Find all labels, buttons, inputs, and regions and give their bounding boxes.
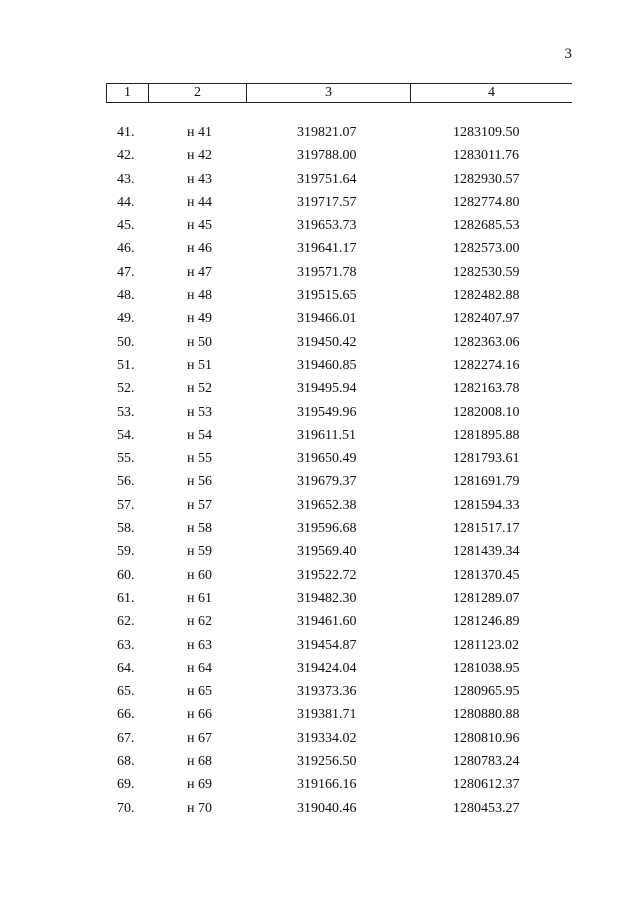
table-row bbox=[0, 240, 640, 263]
y-coordinate: 1280612.37 bbox=[453, 777, 520, 793]
x-coordinate: 319652.38 bbox=[297, 497, 357, 513]
x-coordinate: 319821.07 bbox=[297, 125, 357, 140]
coordinate-table-body bbox=[0, 124, 640, 823]
point-name: н 47 bbox=[187, 264, 212, 280]
point-name: н 41 bbox=[187, 125, 212, 140]
point-name: н 53 bbox=[187, 404, 212, 420]
row-number: 68. bbox=[117, 754, 135, 770]
row-number: 52. bbox=[117, 381, 135, 397]
row-number: 44. bbox=[117, 194, 135, 210]
table-row bbox=[0, 497, 640, 520]
x-coordinate: 319549.96 bbox=[297, 404, 357, 420]
point-name: н 51 bbox=[187, 357, 212, 373]
point-name: н 66 bbox=[187, 707, 212, 723]
row-number: 63. bbox=[117, 637, 135, 653]
x-coordinate: 319571.78 bbox=[297, 264, 357, 280]
point-name: н 69 bbox=[187, 777, 212, 793]
x-coordinate: 319256.50 bbox=[297, 754, 357, 770]
point-name: н 61 bbox=[187, 590, 212, 606]
point-name: н 50 bbox=[187, 334, 212, 350]
y-coordinate: 1281123.02 bbox=[453, 637, 519, 653]
point-name: н 68 bbox=[187, 754, 212, 770]
header-col-3: 3 bbox=[247, 84, 411, 102]
table-header bbox=[106, 83, 572, 103]
x-coordinate: 319717.57 bbox=[297, 194, 357, 210]
y-coordinate: 1283011.76 bbox=[453, 148, 519, 164]
table-row bbox=[0, 567, 640, 590]
table-row bbox=[0, 334, 640, 357]
point-name: н 52 bbox=[187, 381, 212, 397]
table-row bbox=[0, 473, 640, 496]
row-number: 56. bbox=[117, 474, 135, 490]
table-row bbox=[0, 706, 640, 729]
point-name: н 54 bbox=[187, 427, 212, 443]
row-number: 45. bbox=[117, 218, 135, 234]
row-number: 58. bbox=[117, 521, 135, 537]
point-name: н 44 bbox=[187, 194, 212, 210]
table-row bbox=[0, 543, 640, 566]
table-row bbox=[0, 194, 640, 217]
row-number: 50. bbox=[117, 334, 135, 350]
row-number: 60. bbox=[117, 567, 135, 583]
table-row bbox=[0, 217, 640, 240]
point-name: н 56 bbox=[187, 474, 212, 490]
x-coordinate: 319641.17 bbox=[297, 241, 357, 257]
x-coordinate: 319334.02 bbox=[297, 730, 357, 746]
table-row bbox=[0, 660, 640, 683]
x-coordinate: 319515.65 bbox=[297, 288, 357, 304]
point-name: н 46 bbox=[187, 241, 212, 257]
x-coordinate: 319596.68 bbox=[297, 521, 357, 537]
table-row bbox=[0, 753, 640, 776]
x-coordinate: 319466.01 bbox=[297, 311, 357, 327]
table-row bbox=[0, 357, 640, 380]
row-number: 54. bbox=[117, 427, 135, 443]
x-coordinate: 319788.00 bbox=[297, 148, 357, 164]
table-row bbox=[0, 730, 640, 753]
table-row bbox=[0, 287, 640, 310]
x-coordinate: 319569.40 bbox=[297, 544, 357, 560]
row-number: 53. bbox=[117, 404, 135, 420]
point-name: н 67 bbox=[187, 730, 212, 746]
row-number: 51. bbox=[117, 357, 135, 373]
x-coordinate: 319040.46 bbox=[297, 800, 357, 816]
y-coordinate: 1280880.88 bbox=[453, 707, 520, 723]
y-coordinate: 1282930.57 bbox=[453, 171, 520, 187]
x-coordinate: 319461.60 bbox=[297, 614, 357, 630]
row-number: 42. bbox=[117, 148, 135, 164]
x-coordinate: 319381.71 bbox=[297, 707, 357, 723]
point-name: н 43 bbox=[187, 171, 212, 187]
point-name: н 45 bbox=[187, 218, 212, 234]
y-coordinate: 1281594.33 bbox=[453, 497, 520, 513]
y-coordinate: 1281289.07 bbox=[453, 590, 520, 606]
y-coordinate: 1281895.88 bbox=[453, 427, 520, 443]
row-number: 62. bbox=[117, 614, 135, 630]
row-number: 67. bbox=[117, 730, 135, 746]
y-coordinate: 1282407.97 bbox=[453, 311, 520, 327]
y-coordinate: 1281439.34 bbox=[453, 544, 520, 560]
row-number: 47. bbox=[117, 264, 135, 280]
row-number: 64. bbox=[117, 660, 135, 676]
point-name: н 65 bbox=[187, 684, 212, 700]
table-row bbox=[0, 310, 640, 333]
point-name: н 57 bbox=[187, 497, 212, 513]
row-number: 70. bbox=[117, 800, 135, 816]
y-coordinate: 1280783.24 bbox=[453, 754, 520, 770]
point-name: н 64 bbox=[187, 660, 212, 676]
y-coordinate: 1282573.00 bbox=[453, 241, 520, 257]
x-coordinate: 319424.04 bbox=[297, 660, 357, 676]
point-name: н 42 bbox=[187, 148, 212, 164]
y-coordinate: 1280810.96 bbox=[453, 730, 520, 746]
point-name: н 63 bbox=[187, 637, 212, 653]
y-coordinate: 1282274.16 bbox=[453, 357, 520, 373]
header-col-4: 4 bbox=[488, 85, 495, 100]
y-coordinate: 1282482.88 bbox=[453, 288, 520, 304]
x-coordinate: 319373.36 bbox=[297, 684, 357, 700]
table-row bbox=[0, 264, 640, 287]
x-coordinate: 319460.85 bbox=[297, 357, 357, 373]
row-number: 48. bbox=[117, 288, 135, 304]
point-name: н 55 bbox=[187, 451, 212, 467]
row-number: 55. bbox=[117, 451, 135, 467]
point-name: н 59 bbox=[187, 544, 212, 560]
x-coordinate: 319751.64 bbox=[297, 171, 357, 187]
page-number: 3 bbox=[564, 46, 572, 62]
y-coordinate: 1282774.80 bbox=[453, 194, 520, 210]
point-name: н 70 bbox=[187, 800, 212, 816]
point-name: н 58 bbox=[187, 521, 212, 537]
y-coordinate: 1283109.50 bbox=[453, 125, 520, 140]
table-row bbox=[0, 450, 640, 473]
x-coordinate: 319450.42 bbox=[297, 334, 357, 350]
row-number: 49. bbox=[117, 311, 135, 327]
y-coordinate: 1280965.95 bbox=[453, 684, 520, 700]
y-coordinate: 1282163.78 bbox=[453, 381, 520, 397]
row-number: 66. bbox=[117, 707, 135, 723]
table-row bbox=[0, 613, 640, 636]
y-coordinate: 1282530.59 bbox=[453, 264, 520, 280]
point-name: н 60 bbox=[187, 567, 212, 583]
point-name: н 62 bbox=[187, 614, 212, 630]
y-coordinate: 1281517.17 bbox=[453, 521, 520, 537]
x-coordinate: 319495.94 bbox=[297, 381, 357, 397]
point-name: н 49 bbox=[187, 311, 212, 327]
y-coordinate: 1281370.45 bbox=[453, 567, 520, 583]
table-row bbox=[0, 380, 640, 403]
row-number: 46. bbox=[117, 241, 135, 257]
y-coordinate: 1282008.10 bbox=[453, 404, 520, 420]
table-row bbox=[0, 404, 640, 427]
point-name: н 48 bbox=[187, 288, 212, 304]
table-row bbox=[0, 800, 640, 823]
table-row bbox=[0, 637, 640, 660]
x-coordinate: 319653.73 bbox=[297, 218, 357, 234]
row-number: 59. bbox=[117, 544, 135, 560]
row-number: 57. bbox=[117, 497, 135, 513]
table-row bbox=[0, 520, 640, 543]
x-coordinate: 319611.51 bbox=[297, 427, 356, 443]
row-number: 69. bbox=[117, 777, 135, 793]
x-coordinate: 319454.87 bbox=[297, 637, 357, 653]
header-col-1: 1 bbox=[106, 84, 149, 102]
header-col-2: 2 bbox=[149, 84, 247, 102]
table-row bbox=[0, 427, 640, 450]
table-row bbox=[0, 683, 640, 706]
x-coordinate: 319650.49 bbox=[297, 451, 357, 467]
y-coordinate: 1281038.95 bbox=[453, 660, 520, 676]
table-row bbox=[0, 147, 640, 170]
x-coordinate: 319166.16 bbox=[297, 777, 357, 793]
y-coordinate: 1281793.61 bbox=[453, 451, 520, 467]
y-coordinate: 1282685.53 bbox=[453, 218, 520, 234]
row-number: 65. bbox=[117, 684, 135, 700]
table-row bbox=[0, 776, 640, 799]
row-number: 43. bbox=[117, 171, 135, 187]
table-row bbox=[0, 124, 640, 147]
table-row bbox=[0, 590, 640, 613]
y-coordinate: 1281691.79 bbox=[453, 474, 520, 490]
table-row bbox=[0, 171, 640, 194]
y-coordinate: 1280453.27 bbox=[453, 800, 520, 816]
y-coordinate: 1282363.06 bbox=[453, 334, 520, 350]
y-coordinate: 1281246.89 bbox=[453, 614, 520, 630]
x-coordinate: 319679.37 bbox=[297, 474, 357, 490]
row-number: 41. bbox=[117, 125, 135, 140]
row-number: 61. bbox=[117, 590, 135, 606]
x-coordinate: 319482.30 bbox=[297, 590, 357, 606]
x-coordinate: 319522.72 bbox=[297, 567, 357, 583]
